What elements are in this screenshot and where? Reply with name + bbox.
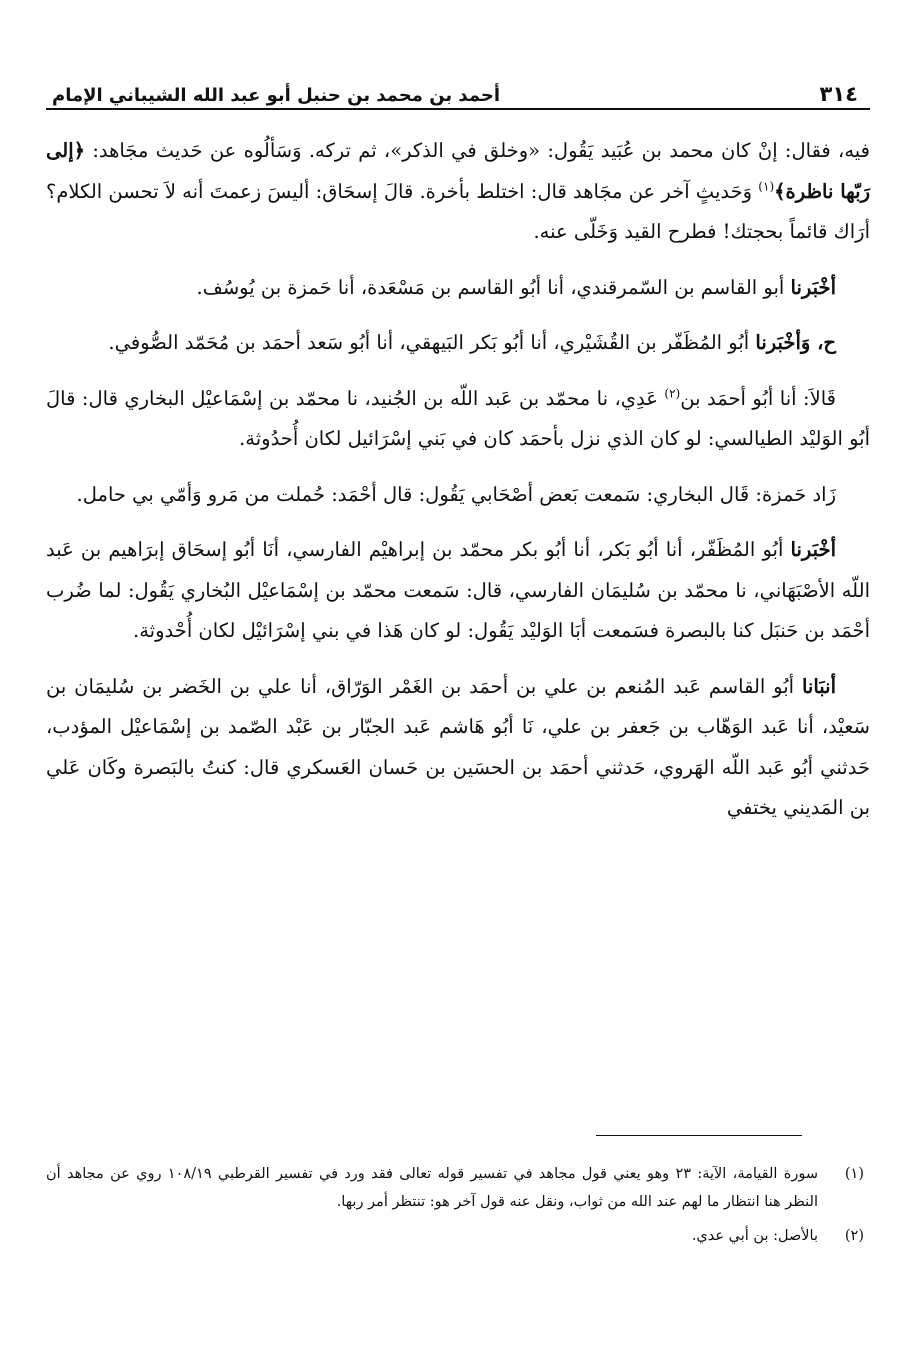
paragraph-text: فيه، فقال: إنْ كان محمد بن عُبَيد يَقُول: «وخلق في الذكر»، ثم تركه. وَسَألُوه عن حَديث مجَاهد: xyxy=(85,139,870,162)
paragraph-1 xyxy=(46,131,870,253)
footnote-marker-2: (٢) xyxy=(664,386,681,400)
footnote-1 xyxy=(46,1160,870,1216)
paragraph-text: أبُو القاسم عَبد المُنعم بن علي بن أحمَد بن الغَمْر الوَرّاق، أنا علي بن الخَضر بن سُليمَان بن سَعيْد، أنا عَبد الوَهّاب بن جَعفر بن علي، نَا أبُو هَاشم عَبد الجبّار بن عَبْد الصّمد بن إسْمَاعيْل المؤدب، حَدثني أبُو عَبد اللّه الهَروي، حَدثني أحمَد بن الحسَين بن حَسان العَسكري قال: كنتُ بالبَصرة وكَان عَلي بن المَديني يختفي xyxy=(46,674,870,819)
paragraph-6 xyxy=(46,530,870,652)
isnad-lead-prefix: ح، xyxy=(810,331,836,354)
header-rule xyxy=(46,108,870,110)
paragraph-3 xyxy=(46,323,870,364)
paragraph-text: قَالاَ: أنا أبُو أحمَد بن xyxy=(680,386,836,410)
paragraph-2 xyxy=(46,268,870,309)
footnotes xyxy=(46,1160,870,1256)
paragraph-text: أبُو المُظَفّر، أنا أبُو بَكر، أنا أبُو بكر محمّد بن إبراهيْم الفارسي، أنَا أبُو إسحَاق إبرَاهيم بن عَبد اللّه الأصْبَهَاني، نا محمّد بن سُليمَان الفارسي، قال: سَمعت محمّد بن إسْمَاعيْل البُخاري يَقُول: لما ضُرب أحْمَد بن حَنبَل كنا بالبصرة فسَمعت أبَا الوَليْد يَقُول: لو كان هَذا في بني إسْرَائيْل لكان أُحْدوثة. xyxy=(46,538,870,642)
isnad-lead-word: أخْبَرنا xyxy=(790,275,836,299)
paragraph-text: وَحَديثٍ آخر عن مجَاهد قال: اختلط بأخرة. قالَ إسحَاق: أليسَ زعمتَ أنه لاَ تحسن الكلام؟ أرَاك قائماً بحجتك! فطرح القيد وَخَلّى عنه. xyxy=(46,179,870,243)
paragraph-4 xyxy=(46,379,870,460)
quran-quote: ﴿إلى رَبّها ناظرة﴾ xyxy=(46,139,870,203)
paragraph-text: أبو القاسم بن السّمرقندي، أنا أبُو القاسم بن مَسْعَدة، أنا حَمزة بن يُوسُف. xyxy=(196,275,791,299)
footnote-marker-1: (١) xyxy=(758,179,775,193)
footnote-number: (٢) xyxy=(844,1228,864,1244)
paragraph-text: أبُو المُظَفّر بن القُشَيْري، أنا أبُو بَكر البَيهقي، أنا أبُو سَعد أحمَد بن مُحَمّد الصُّوفي. xyxy=(108,331,756,354)
running-header xyxy=(46,70,870,106)
footnote-text: سورة القيامة، الآية: ٢٣ وهو يعني قول مجاهد في تفسير قوله تعالى فقد ورد في تفسير القرطبي ١٠٨/١٩ روي عن مجاهد أن النظر هنا انتظار ما لهم عند الله من ثواب، ونقل عنه قول آخر هو: تنتظر أمر ربها. xyxy=(46,1166,818,1210)
isnad-lead-word: أنبَانا xyxy=(801,674,836,698)
running-title: أحمد بن محمد بن حنبل أبو عبد الله الشيباني الإمام xyxy=(52,85,501,106)
footnote-2 xyxy=(46,1222,870,1250)
isnad-lead-word: أخْبَرنا xyxy=(790,538,836,561)
footnote-text: بالأصل: بن أبي عدي. xyxy=(691,1228,818,1244)
isnad-lead-word: وَأخْبَرنا xyxy=(755,331,811,354)
footnote-number: (١) xyxy=(844,1166,864,1182)
paragraph-text: زَاد حَمزة: قَال البخاري: سَمعت بَعض أصْحَابي يَقُول: قال أحْمَد: حُملت من مَرو وَأمّي بي حامل. xyxy=(76,482,836,506)
footnote-separator xyxy=(596,1135,802,1136)
paragraph-7 xyxy=(46,667,870,829)
paragraph-5 xyxy=(46,475,870,516)
main-text xyxy=(46,131,870,844)
paragraph-text: عَدِي، نا محمّد بن عَبد اللّه بن الجُنيد، نا محمّد بن إسْمَاعيْل البخاري قال: قالَ أبُو الوَليْد الطيالسي: لو كان الذي نزل بأحمَد كان في بَني إسْرَائيل لكان أُحدُوثة. xyxy=(46,386,870,450)
page-number: ٣١٤ xyxy=(819,82,858,106)
